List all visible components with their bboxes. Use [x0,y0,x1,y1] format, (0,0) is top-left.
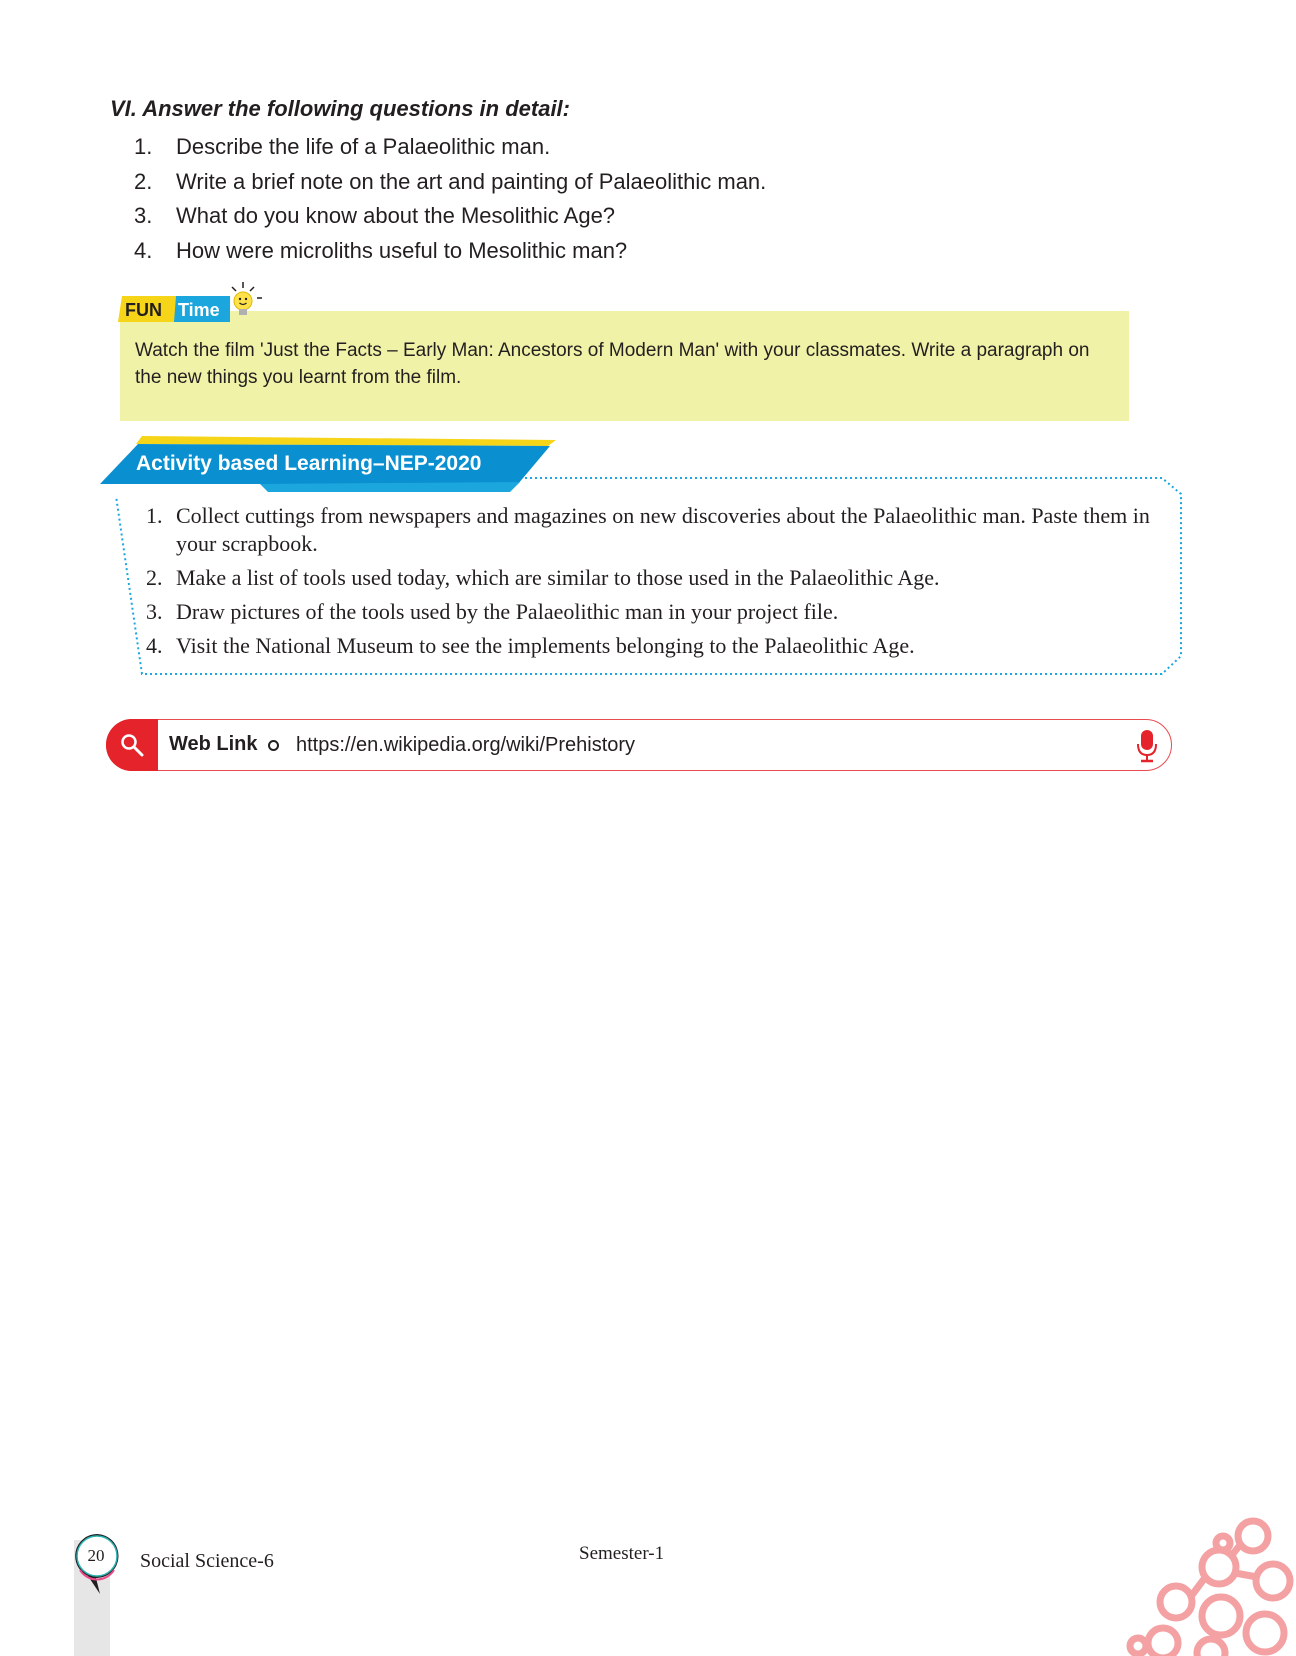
item-number: 1. [146,503,163,528]
page-number: 20 [87,1546,105,1565]
microphone-icon[interactable] [1136,729,1158,763]
item-number: 4. [146,633,163,658]
lightbulb-icon [226,280,266,320]
web-link-url[interactable]: https://en.wikipedia.org/wiki/Prehistory [296,734,636,756]
list-item [146,502,1176,558]
item-text: Write a brief note on the art and painting of Palaeolithic man. [176,168,767,194]
item-number: 3. [146,599,163,624]
web-link-bar [106,719,1172,771]
item-text: How were microliths useful to Mesolithic man? [176,237,628,263]
activity-title: Activity based Learning–NEP-2020 [136,452,482,475]
decorative-circles [1120,1515,1296,1656]
item-number: 2. [134,168,153,194]
item-number: 2. [146,565,163,590]
fun-label: FUN [125,300,162,320]
item-text: Visit the National Museum to see the implements belonging to the Palaeolithic Age. [176,633,915,658]
search-button[interactable] [106,719,158,771]
item-number: 4. [134,237,153,263]
item-text: Make a list of tools used today, which are similar to those used in the Palaeolithic Age. [176,565,940,590]
item-text: Collect cuttings from newspapers and magazines on new discoveries about the Palaeolithic man. Paste them in your scrapbook. [176,503,1150,556]
semester-label: Semester-1 [579,1543,665,1564]
list-item [134,234,766,269]
book-title: Social Science-6 [140,1550,274,1572]
list-item [146,564,1176,592]
time-label: Time [178,300,220,320]
questions-list [134,130,766,268]
fun-time-text: Watch the film 'Just the Facts – Early Man: Ancestors of Modern Man' with your classmates. Write a paragraph on the new things you learnt from the film. [135,340,1090,388]
list-item [146,598,1176,626]
bullet-icon [268,740,279,751]
item-text: Describe the life of a Palaeolithic man. [176,134,551,159]
questions-heading: VI. Answer the following questions in detail: [110,96,570,121]
item-number: 1. [134,134,153,159]
web-link-label: Web Link [169,733,258,755]
list-item [134,199,766,234]
activity-list [146,502,1176,666]
item-text: Draw pictures of the tools used by the Palaeolithic man in your project file. [176,599,839,624]
search-icon [120,733,144,757]
item-text: What do you know about the Mesolithic Age? [176,203,616,228]
item-number: 3. [134,203,153,228]
list-item [134,165,766,200]
list-item [146,632,1176,660]
list-item [134,130,766,165]
